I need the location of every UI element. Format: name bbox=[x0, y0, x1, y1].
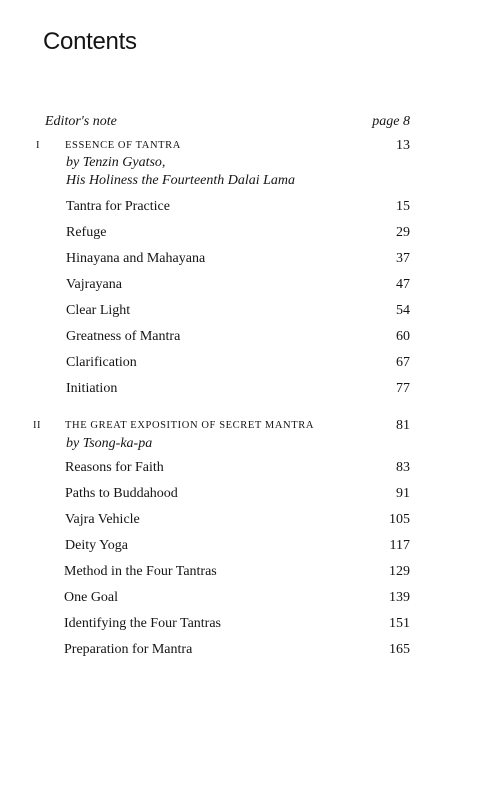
toc-entry-label: Paths to Buddahood bbox=[65, 486, 178, 501]
toc-entry bbox=[0, 223, 494, 243]
toc-entry-label: Editor's note bbox=[45, 114, 117, 129]
toc-entry bbox=[0, 536, 494, 556]
toc-entry bbox=[0, 484, 494, 504]
toc-entry-label: Refuge bbox=[66, 225, 107, 240]
toc-entry-label: One Goal bbox=[64, 590, 119, 605]
toc-entry-page: 165 bbox=[389, 642, 410, 657]
toc-entry-label: Deity Yoga bbox=[65, 538, 129, 553]
toc-entry-page: 37 bbox=[396, 251, 410, 266]
toc-entry bbox=[0, 379, 494, 399]
toc-entry bbox=[0, 588, 494, 608]
part-author-line: by Tsong-ka-pa bbox=[66, 436, 153, 451]
part-page: 13 bbox=[396, 138, 410, 153]
toc-entry bbox=[0, 562, 494, 582]
toc-editors-note bbox=[0, 112, 494, 132]
toc-entry-page: 91 bbox=[396, 486, 410, 501]
toc-entry-label: Vajrayana bbox=[66, 277, 122, 292]
toc-entry-label: Identifying the Four Tantras bbox=[64, 616, 222, 631]
toc-entry-label: Reasons for Faith bbox=[65, 460, 164, 475]
toc-entry-page: page 8 bbox=[372, 114, 410, 129]
part-title: THE GREAT EXPOSITION OF SECRET MANTRA bbox=[65, 420, 315, 431]
toc-entry-label: Hinayana and Mahayana bbox=[66, 251, 206, 266]
toc-entry-label: Preparation for Mantra bbox=[64, 642, 193, 657]
toc-entry bbox=[0, 614, 494, 634]
toc-entry bbox=[0, 510, 494, 530]
part-numeral: II bbox=[33, 420, 41, 431]
toc-entry-page: 54 bbox=[396, 303, 410, 318]
toc-entry-label: Tantra for Practice bbox=[66, 199, 170, 214]
toc-entry-page: 129 bbox=[389, 564, 410, 579]
toc-entry-page: 77 bbox=[396, 381, 410, 396]
toc-part-heading bbox=[0, 416, 494, 436]
toc-entry-page: 139 bbox=[389, 590, 410, 605]
toc-entry-page: 83 bbox=[396, 460, 410, 475]
toc-entry-page: 60 bbox=[396, 329, 410, 344]
part-author-line: by Tenzin Gyatso, bbox=[66, 155, 166, 170]
toc-entry-label: Clarification bbox=[66, 355, 137, 370]
toc-entry bbox=[0, 327, 494, 347]
toc-entry-label: Greatness of Mantra bbox=[66, 329, 181, 344]
toc-entry-page: 151 bbox=[389, 616, 410, 631]
toc-entry bbox=[0, 458, 494, 478]
toc-entry-label: Initiation bbox=[66, 381, 118, 396]
toc-entry bbox=[0, 249, 494, 269]
toc-entry-page: 67 bbox=[396, 355, 410, 370]
toc-entry-page: 15 bbox=[396, 199, 410, 214]
part-numeral: I bbox=[36, 140, 40, 151]
toc-entry-label: Clear Light bbox=[66, 303, 131, 318]
page-title: Contents bbox=[43, 28, 137, 55]
part-title: ESSENCE OF TANTRA bbox=[65, 140, 181, 151]
toc-entry bbox=[0, 275, 494, 295]
toc-entry-label: Vajra Vehicle bbox=[65, 512, 140, 527]
toc-entry-page: 29 bbox=[396, 225, 410, 240]
toc-entry-page: 47 bbox=[396, 277, 410, 292]
toc-entry bbox=[0, 640, 494, 660]
toc-entry-page: 105 bbox=[389, 512, 410, 527]
toc-entry-label: Method in the Four Tantras bbox=[64, 564, 217, 579]
toc-entry bbox=[0, 301, 494, 321]
part-author-line: His Holiness the Fourteenth Dalai Lama bbox=[66, 173, 296, 188]
part-page: 81 bbox=[396, 418, 410, 433]
toc-entry-page: 117 bbox=[389, 538, 410, 553]
toc-entry bbox=[0, 353, 494, 373]
toc-entry bbox=[0, 197, 494, 217]
